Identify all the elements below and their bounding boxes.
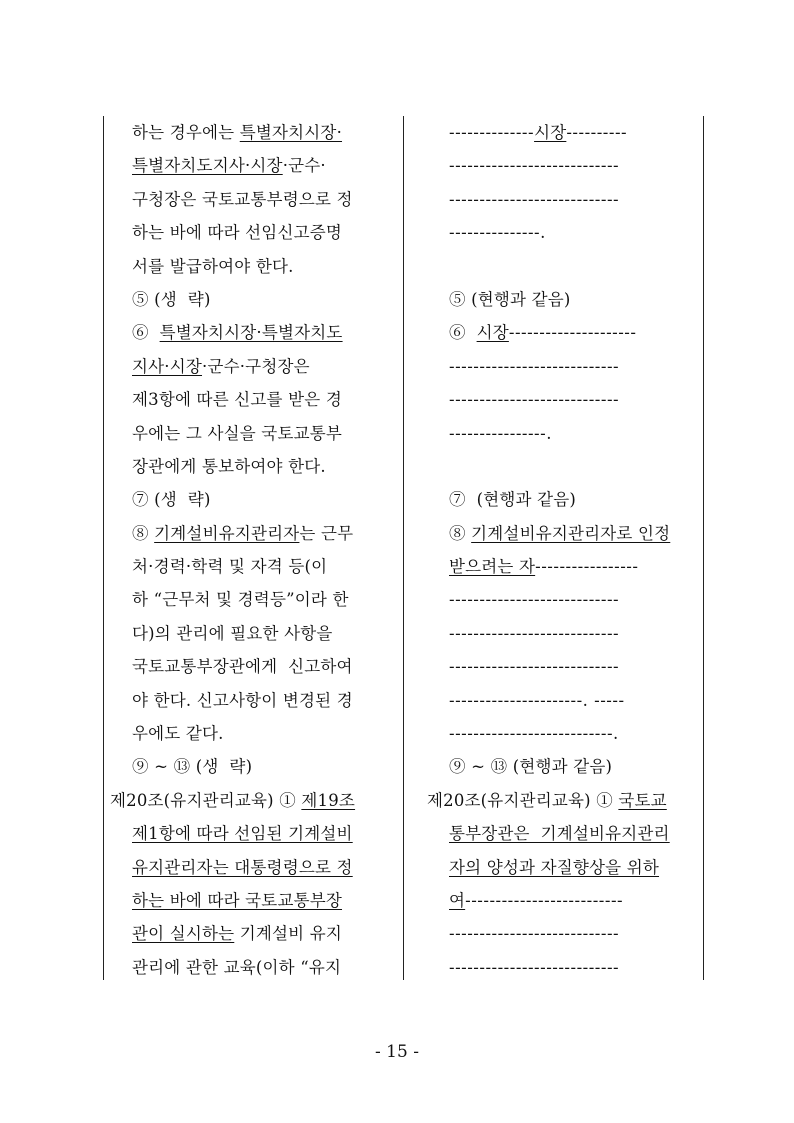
text-segment: 우에도 같다. xyxy=(132,724,224,744)
text-line xyxy=(427,684,697,717)
dash-filler: ---------------------------. xyxy=(449,724,619,744)
dash-filler: ----------------------. ----- xyxy=(449,690,625,710)
text-segment: ⑥ xyxy=(449,323,477,343)
text-segment: ⑦ (현행과 같음) xyxy=(449,490,577,510)
dash-filler: ----------------- xyxy=(535,557,639,577)
underlined-text: 유지관리자는 대통령령으로 정 xyxy=(132,857,353,877)
text-line xyxy=(110,750,400,783)
text-line xyxy=(110,650,400,683)
text-line xyxy=(427,750,697,783)
table-left-border xyxy=(103,116,104,980)
text-line xyxy=(427,650,697,683)
underlined-text: 여 xyxy=(449,890,466,910)
current-law-column xyxy=(110,116,400,984)
text-line xyxy=(427,717,697,750)
text-line xyxy=(427,116,697,149)
text-line xyxy=(110,951,400,984)
table-right-border xyxy=(703,116,704,980)
text-line xyxy=(110,784,400,817)
text-line xyxy=(110,617,400,650)
text-line xyxy=(110,149,400,182)
text-segment: 서를 발급하여야 한다. xyxy=(132,256,294,276)
text-line xyxy=(110,717,400,750)
underlined-text: 시장 xyxy=(534,123,567,142)
dash-filler: ---------------------------- xyxy=(449,189,620,209)
text-line xyxy=(110,884,400,917)
underlined-text: 기계설비유지관리자로 인정 xyxy=(471,523,671,543)
comparison-table xyxy=(103,116,704,980)
text-segment: 제20조(유지관리교육) ① xyxy=(427,790,619,810)
underlined-text: 제1항에 따라 선임된 기계설비 xyxy=(132,824,353,844)
text-segment: 기계설비 유지 xyxy=(234,924,343,944)
text-line xyxy=(110,283,400,316)
text-segment: 국토교통부장관에게 신고하여 xyxy=(132,657,353,677)
text-segment: 야 한다. 신고사항이 변경된 경 xyxy=(132,690,353,710)
dash-filler: ---------------------------- xyxy=(449,356,620,376)
dash-filler: ---------------------------- xyxy=(449,957,620,977)
dash-filler: -------------------------- xyxy=(465,890,624,910)
underlined-text: 시장 xyxy=(476,323,509,343)
text-segment: 하 “근무처 및 경력등”이라 한 xyxy=(132,590,349,610)
text-segment: ⑤ (생 략) xyxy=(132,289,211,309)
text-segment: 제20조(유지관리교육) ① xyxy=(110,790,302,810)
text-line xyxy=(110,583,400,616)
text-segment: ⑨ ~ ⑬ (현행과 같음) xyxy=(449,757,613,777)
dash-filler: ---------------------------- xyxy=(449,156,620,176)
text-segment: 우에는 그 사실을 국토교통부 xyxy=(132,423,343,443)
underlined-text: 관이 실시하는 xyxy=(132,924,235,944)
dash-filler: ---------------------------- xyxy=(449,590,620,610)
text-line xyxy=(110,250,400,283)
page-number: - 15 - xyxy=(375,1042,419,1062)
text-line xyxy=(110,383,400,416)
text-line xyxy=(427,884,697,917)
text-segment: 하는 경우에는 xyxy=(132,123,240,142)
underlined-text: 통부장관은 기계설비유지관리 xyxy=(449,824,670,844)
underlined-text: 특별자치시장·특별자치도 xyxy=(159,323,343,343)
text-segment: ⑦ (생 략) xyxy=(132,490,211,510)
text-segment: 구청장은 국토교통부령으로 정 xyxy=(132,189,353,209)
underlined-text: 국토교 xyxy=(618,790,667,810)
dash-filler: ---------------------------- xyxy=(449,924,620,944)
text-segment: ·군수· xyxy=(282,156,326,176)
text-segment: 는 근무 xyxy=(299,523,354,543)
dash-filler: --------------------- xyxy=(508,323,637,343)
text-line xyxy=(427,784,697,817)
text-line xyxy=(427,951,697,984)
text-segment: ·군수·구청장은 xyxy=(202,356,310,376)
text-segment: 처·경력·학력 및 자격 등(이 xyxy=(132,557,328,577)
dash-filler: ---------------------------- xyxy=(449,623,620,643)
text-line xyxy=(110,917,400,950)
text-line xyxy=(427,149,697,182)
text-line xyxy=(110,216,400,249)
text-segment: ⑧ xyxy=(449,523,472,543)
text-line xyxy=(110,483,400,516)
dash-filler: ---------- xyxy=(566,123,628,142)
text-line xyxy=(427,183,697,216)
text-segment: 관리에 관한 교육(이하 “유지 xyxy=(132,957,342,977)
text-line xyxy=(427,550,697,583)
text-segment: ⑤ (현행과 같음) xyxy=(449,289,571,309)
underlined-text: 지사·시장 xyxy=(132,356,203,376)
text-line xyxy=(110,316,400,349)
text-line xyxy=(110,116,400,149)
text-line xyxy=(427,450,697,483)
text-line xyxy=(110,851,400,884)
amendment-column xyxy=(427,116,697,984)
dash-filler: ---------------------------- xyxy=(449,657,620,677)
text-line xyxy=(427,917,697,950)
text-line xyxy=(110,517,400,550)
underlined-text: 특별자치시장· xyxy=(239,123,343,142)
text-segment: ⑧ xyxy=(132,523,155,543)
text-line xyxy=(427,417,697,450)
text-line xyxy=(427,851,697,884)
text-line xyxy=(110,817,400,850)
text-line xyxy=(427,583,697,616)
underlined-text: 하는 바에 따라 국토교통부장 xyxy=(132,890,343,910)
text-line xyxy=(110,550,400,583)
table-column-divider xyxy=(403,116,404,980)
text-segment: 장관에게 통보하여야 한다. xyxy=(132,456,326,476)
text-segment: ⑨ ~ ⑬ (생 략) xyxy=(132,757,253,777)
text-line xyxy=(110,684,400,717)
underlined-text: 제19조 xyxy=(301,790,356,810)
dash-filler: -------------- xyxy=(449,123,535,142)
text-line xyxy=(427,283,697,316)
text-line xyxy=(427,350,697,383)
text-segment: 다)의 관리에 필요한 사항을 xyxy=(132,623,333,643)
text-line xyxy=(427,817,697,850)
text-line xyxy=(427,617,697,650)
text-line xyxy=(427,483,697,516)
dash-filler: ---------------. xyxy=(449,223,546,243)
underlined-text: 받으려는 자 xyxy=(449,557,536,577)
text-line xyxy=(110,350,400,383)
text-line xyxy=(427,216,697,249)
underlined-text: 자의 양성과 자질향상을 위하 xyxy=(449,857,660,877)
text-line xyxy=(427,250,697,283)
text-line xyxy=(110,183,400,216)
underlined-text: 특별자치도지사·시장 xyxy=(132,156,283,176)
text-segment: ⑥ xyxy=(132,323,160,343)
dash-filler: ----------------. xyxy=(449,423,552,443)
text-line xyxy=(110,450,400,483)
text-segment: 제3항에 따른 신고를 받은 경 xyxy=(132,390,343,410)
text-line xyxy=(110,417,400,450)
underlined-text: 기계설비유지관리자 xyxy=(154,523,300,543)
text-line xyxy=(427,316,697,349)
dash-filler: ---------------------------- xyxy=(449,390,620,410)
text-line xyxy=(427,383,697,416)
text-line xyxy=(427,517,697,550)
text-segment: 하는 바에 따라 선임신고증명 xyxy=(132,223,343,243)
